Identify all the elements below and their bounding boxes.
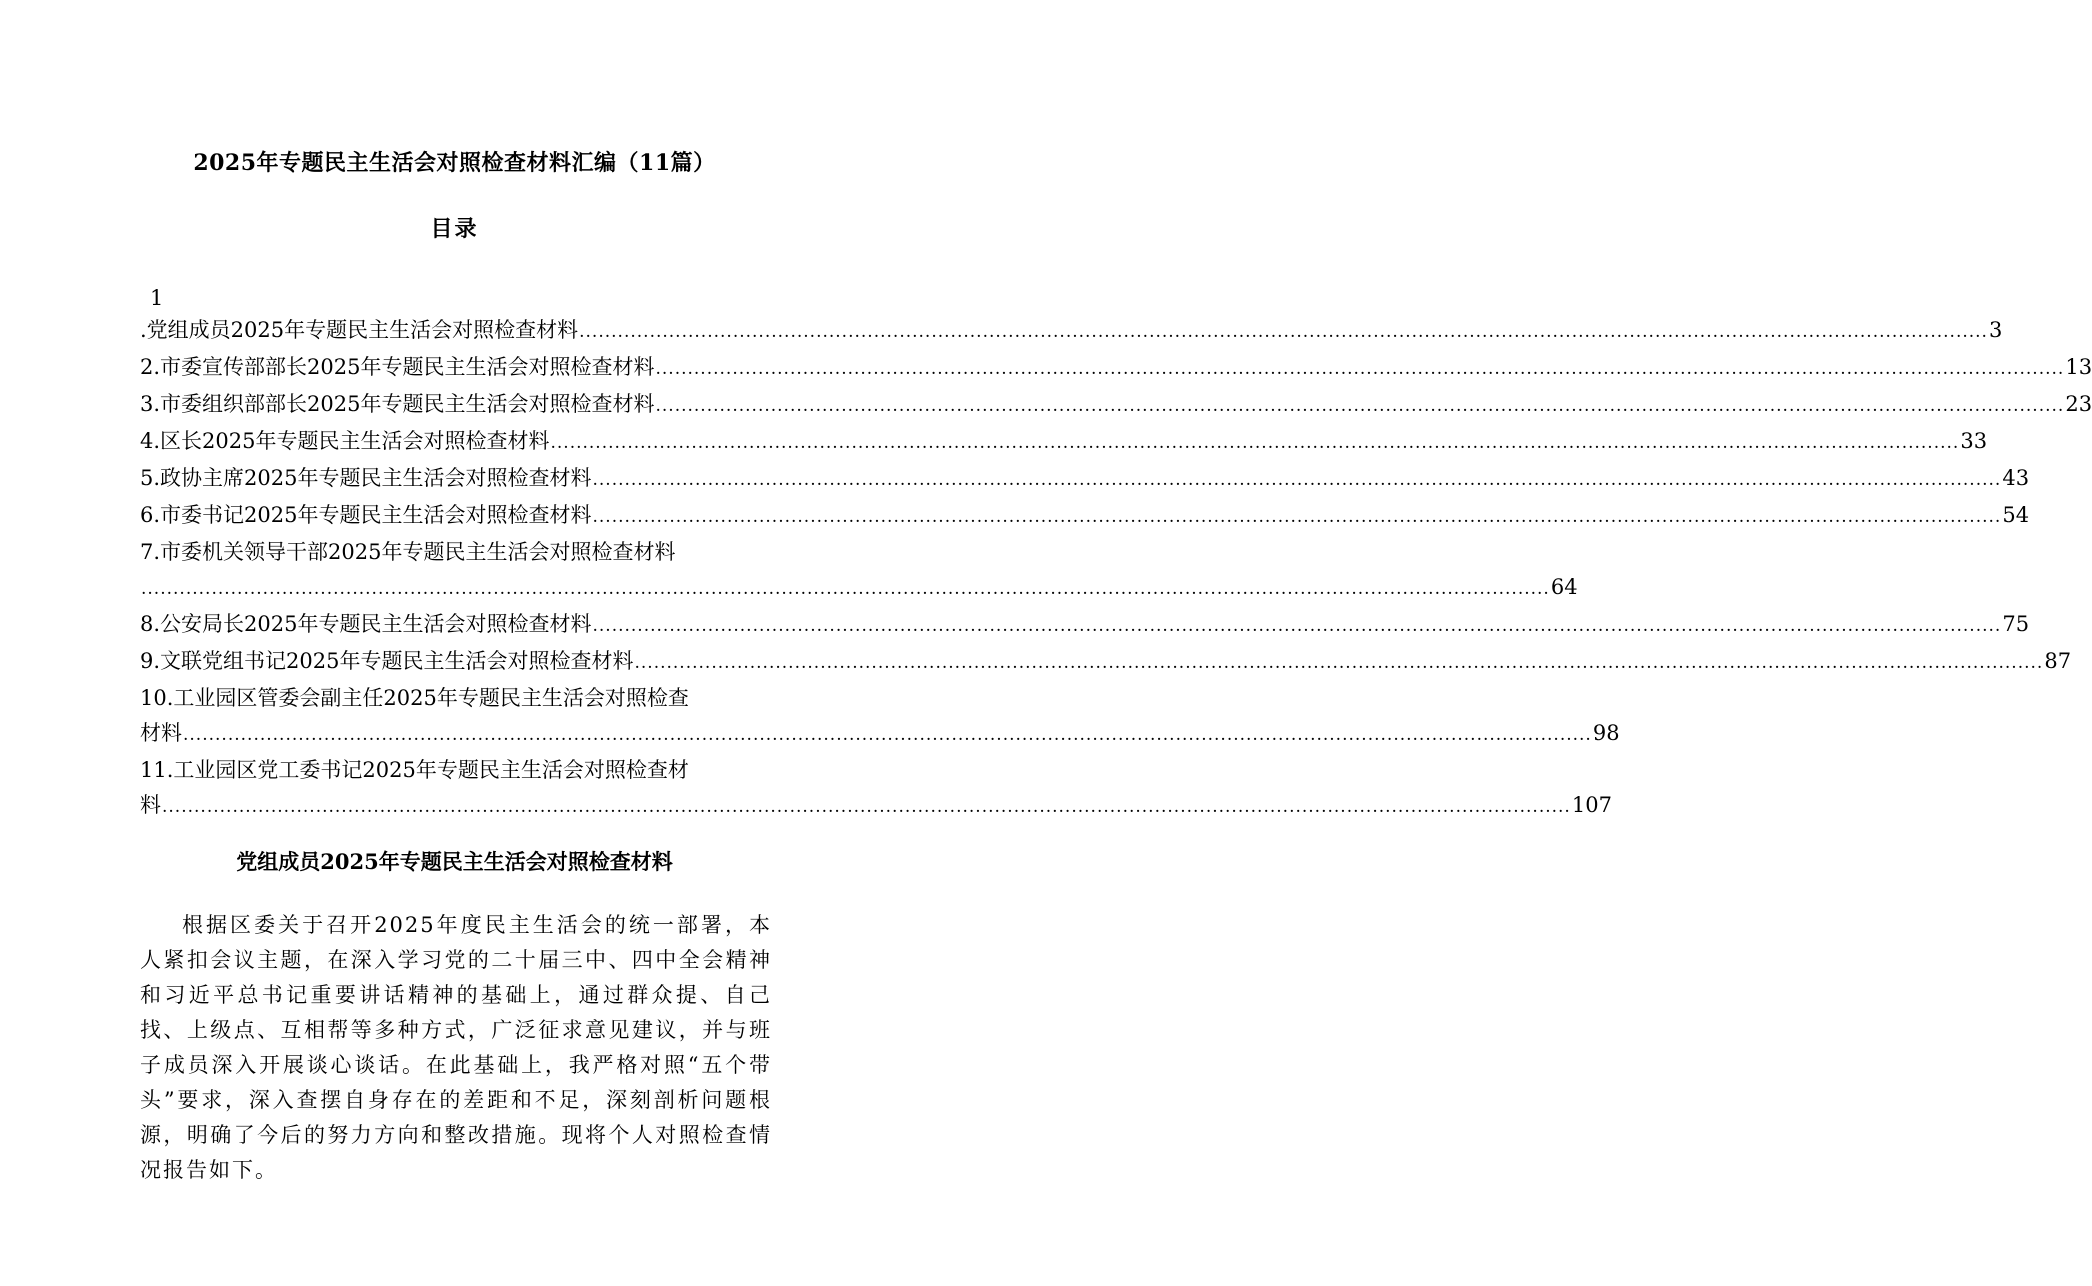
- section-title: 党组成员2025年专题民主生活会对照检查材料: [236, 849, 673, 874]
- toc-leader-dots: ............................................................................................................................................................................................................................: [634, 653, 2044, 673]
- toc-entry-page: 3: [1988, 318, 2003, 342]
- body-paragraph: 根据区委关于召开2025年度民主生活会的统一部署，本人紧扣会议主题，在深入学习党的二十届三中、四中全会精神和习近平总书记重要讲话精神的基础上，通过群众提、自己找、上级点、互相帮等多种方式，广泛征求意见建议，并与班子成员深入开展谈心谈话。在此基础上，我严格对照“五个带头”要求，深入查摆自身存在的差距和不足，深刻剖析问题根源，明确了今后的努力方向和整改措施。现将个人对照检查情况报告如下。: [140, 913, 772, 1182]
- toc-entry-title: 材料: [140, 721, 182, 745]
- toc-entry[interactable]: [140, 350, 2092, 387]
- toc-leader-dots: ............................................................................................................................................................................................................................: [579, 322, 1988, 342]
- toc-entry[interactable]: [140, 461, 2030, 498]
- toc-entry-page: 33: [1960, 429, 1988, 453]
- toc-entry[interactable]: [140, 424, 1988, 461]
- toc-leader-dots: ............................................................................................................................................................................................................................: [592, 616, 2002, 636]
- toc-entry-title: 9.文联党组书记2025年专题民主生活会对照检查材料: [140, 649, 634, 673]
- toc-entry[interactable]: [140, 535, 1578, 607]
- toc-entry-page: 54: [2002, 503, 2030, 527]
- toc-leader-dots: ............................................................................................................................................................................................................................: [141, 579, 1550, 599]
- toc-entry-title: 3.市委组织部部长2025年专题民主生活会对照检查材料: [140, 392, 655, 416]
- toc-leader-dots: ............................................................................................................................................................................................................................: [550, 433, 1960, 453]
- toc-entry-title: 2.市委宣传部部长2025年专题民主生活会对照检查材料: [140, 355, 655, 379]
- toc-entry-page: 23: [2065, 392, 2092, 416]
- toc-entry-title: 8.公安局长2025年专题民主生活会对照检查材料: [140, 612, 592, 636]
- toc-entry-title-line1: 10.工业园区管委会副主任2025年专题民主生活会对照检查: [140, 686, 689, 710]
- toc-entry-page: 43: [2002, 466, 2030, 490]
- toc-leader-dots: ............................................................................................................................................................................................................................: [162, 797, 1571, 817]
- toc-entry-page: 87: [2044, 649, 2072, 673]
- toc-entry-title: 6.市委书记2025年专题民主生活会对照检查材料: [140, 503, 592, 527]
- toc-entry-title-line1: 7.市委机关领导干部2025年专题民主生活会对照检查材料: [140, 540, 676, 564]
- toc-entry[interactable]: [140, 498, 2030, 535]
- toc-entry[interactable]: [140, 644, 2072, 681]
- toc-entry[interactable]: [140, 607, 2030, 644]
- toc-entry-title: 料: [140, 793, 161, 817]
- toc-leader-dots: ............................................................................................................................................................................................................................: [183, 725, 1592, 745]
- toc-entry-title-line1: 11.工业园区党工委书记2025年专题民主生活会对照检查材: [140, 758, 689, 782]
- toc-entry[interactable]: [140, 313, 2003, 350]
- toc-entry-page: 13: [2065, 355, 2092, 379]
- toc-entry[interactable]: [140, 387, 2092, 424]
- toc-entry[interactable]: [140, 753, 1612, 825]
- toc-entry-page: 107: [1571, 793, 1612, 817]
- toc-leader-dots: ............................................................................................................................................................................................................................: [655, 396, 2065, 416]
- toc-entry-title: 5.政协主席2025年专题民主生活会对照检查材料: [140, 466, 592, 490]
- toc-entry-title: .党组成员2025年专题民主生活会对照检查材料: [140, 318, 579, 342]
- table-of-contents: [140, 313, 2092, 825]
- toc-entry-page: 98: [1592, 721, 1620, 745]
- toc-entry-page: 64: [1550, 575, 1578, 599]
- toc-leader-dots: ............................................................................................................................................................................................................................: [592, 507, 2002, 527]
- toc-leader-dots: ............................................................................................................................................................................................................................: [592, 470, 2002, 490]
- toc-heading: 目录: [430, 216, 479, 242]
- toc-entry-title: 4.区长2025年专题民主生活会对照检查材料: [140, 429, 550, 453]
- toc-entry-page: 75: [2002, 612, 2030, 636]
- toc-leader-dots: ............................................................................................................................................................................................................................: [655, 359, 2065, 379]
- toc-entry[interactable]: [140, 681, 1620, 753]
- toc-stray-number: 1: [150, 286, 164, 310]
- document-title: 2025年专题民主生活会对照检查材料汇编（11篇）: [193, 150, 716, 176]
